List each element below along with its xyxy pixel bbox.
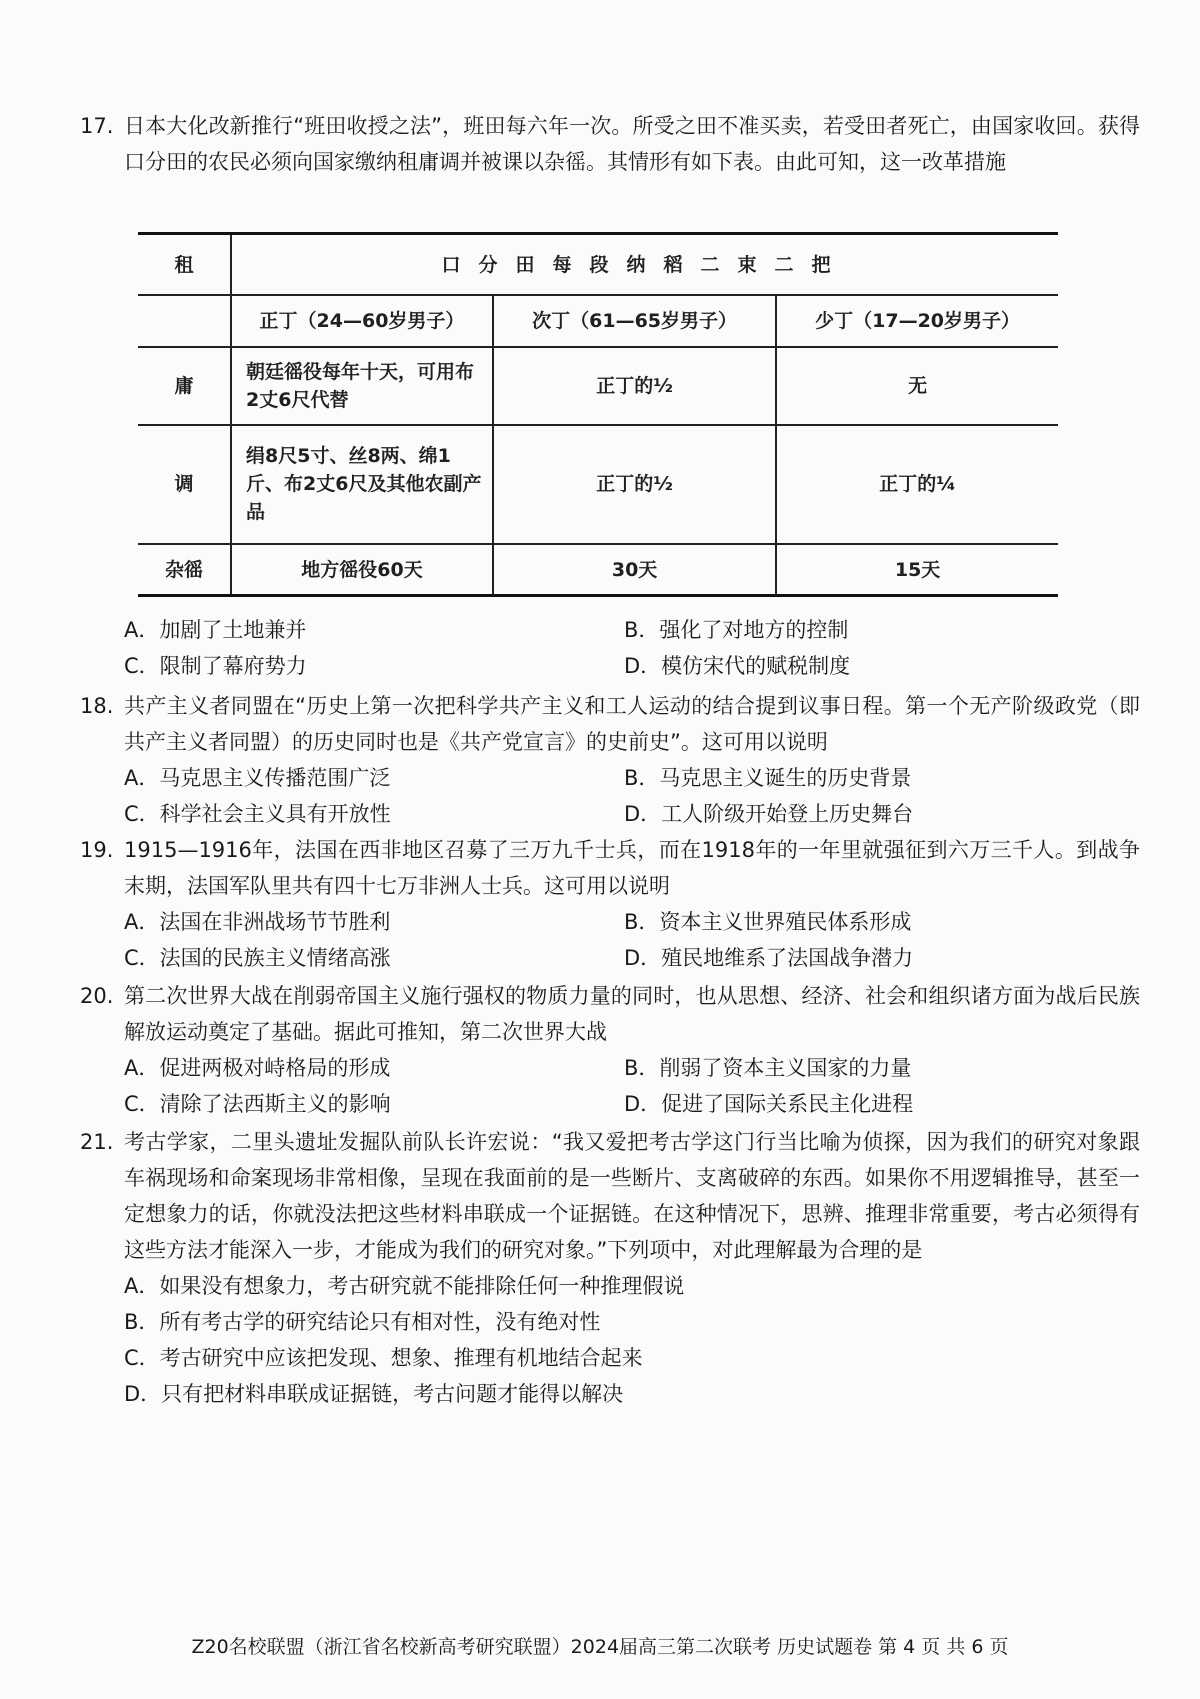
- question-17: [80, 108, 1140, 180]
- zu-content: 口分田每段纳稻二束二把: [231, 234, 1058, 296]
- option-b[interactable]: B．削弱了资本主义国家的力量: [624, 1056, 912, 1080]
- question-stem: 1915—1916年，法国在西非地区召募了三万九千士兵，而在1918年的一年里就强征到六万三千人。到战争末期，法国军队里共有四十七万非洲人士兵。这可用以说明: [124, 838, 1140, 898]
- diao-zhengding: 绢8尺5寸、丝8两、绵1斤、布2丈6尺及其他农副产品: [231, 425, 493, 544]
- question-number: 21.: [80, 1130, 114, 1154]
- option-a[interactable]: A．马克思主义传播范围广泛: [124, 766, 391, 790]
- row-header-diao: 调: [138, 425, 231, 544]
- option-c[interactable]: C．法国的民族主义情绪高涨: [124, 946, 391, 970]
- yong-zhengding: 朝廷徭役每年十天，可用布2丈6尺代替: [231, 347, 493, 425]
- option-b[interactable]: B．马克思主义诞生的历史背景: [624, 766, 912, 790]
- option-d[interactable]: D．殖民地维系了法国战争潜力: [624, 946, 914, 970]
- question-18: [80, 688, 1140, 832]
- option-d[interactable]: D．模仿宋代的赋税制度: [624, 654, 851, 678]
- question-number: 20.: [80, 984, 114, 1008]
- option-a[interactable]: A．法国在非洲战场节节胜利: [124, 910, 391, 934]
- option-d[interactable]: D．促进了国际关系民主化进程: [624, 1092, 914, 1116]
- row-header-zayao: 杂徭: [138, 544, 231, 595]
- question-21: [80, 1124, 1140, 1412]
- empty-header-cell: [138, 295, 231, 346]
- option-a[interactable]: A．促进两极对峙格局的形成: [124, 1056, 391, 1080]
- tax-table: [138, 232, 1058, 597]
- zayao-ciding: 30天: [493, 544, 776, 595]
- option-b[interactable]: B．所有考古学的研究结论只有相对性，没有绝对性: [124, 1310, 601, 1334]
- row-header-yong: 庸: [138, 347, 231, 425]
- option-a[interactable]: A．如果没有想象力，考古研究就不能排除任何一种推理假说: [124, 1274, 685, 1298]
- group-header-zhengding: 正丁（24—60岁男子）: [231, 295, 493, 346]
- diao-ciding: 正丁的½: [493, 425, 776, 544]
- question-stem: 共产主义者同盟在“历史上第一次把科学共产主义和工人运动的结合提到议事日程。第一个无产阶级政党（即共产主义者同盟）的历史同时也是《共产党宣言》的史前史”。这可用以说明: [124, 694, 1140, 754]
- option-d[interactable]: D．只有把材料串联成证据链，考古问题才能得以解决: [124, 1382, 624, 1406]
- option-a[interactable]: A．加剧了土地兼并: [124, 618, 307, 642]
- question-stem: 第二次世界大战在削弱帝国主义施行强权的物质力量的同时，也从思想、经济、社会和组织诸方面为战后民族解放运动奠定了基础。据此可推知，第二次世界大战: [124, 984, 1140, 1044]
- question-19: [80, 832, 1140, 976]
- question-number: 19.: [80, 838, 114, 862]
- option-b[interactable]: B．资本主义世界殖民体系形成: [624, 910, 912, 934]
- group-header-ciding: 次丁（61—65岁男子）: [493, 295, 776, 346]
- question-number: 17.: [80, 114, 114, 138]
- zayao-shaoding: 15天: [776, 544, 1058, 595]
- question-20: [80, 978, 1140, 1122]
- yong-ciding: 正丁的½: [493, 347, 776, 425]
- option-c[interactable]: C．科学社会主义具有开放性: [124, 802, 391, 826]
- zayao-zhengding: 地方徭役60天: [231, 544, 493, 595]
- option-c[interactable]: C．考古研究中应该把发现、想象、推理有机地结合起来: [124, 1346, 643, 1370]
- yong-shaoding: 无: [776, 347, 1058, 425]
- question-number: 18.: [80, 694, 114, 718]
- page-footer: Z20名校联盟（浙江省名校新高考研究联盟）2024届高三第二次联考 历史试题卷 第 4 页 共 6 页: [191, 1636, 1009, 1658]
- group-header-shaoding: 少丁（17—20岁男子）: [776, 295, 1058, 346]
- option-c[interactable]: C．限制了幕府势力: [124, 654, 307, 678]
- question-stem: 考古学家，二里头遗址发掘队前队长许宏说：“我又爱把考古学这门行当比喻为侦探，因为我们的研究对象跟车祸现场和命案现场非常相像，呈现在我面前的是一些断片、支离破碎的东西。如果你不用逻辑推导，甚至一定想象力的话，你就没法把这些材料串联成一个证据链。在这种情况下，思辨、推理非常重要，考古必须得有这些方法才能深入一步，才能成为我们的研究对象。”下列项中，对此理解最为合理的是: [124, 1130, 1140, 1262]
- question-17-options: [80, 612, 1140, 684]
- row-header-zu: 租: [138, 234, 231, 296]
- option-d[interactable]: D．工人阶级开始登上历史舞台: [624, 802, 914, 826]
- option-b[interactable]: B．强化了对地方的控制: [624, 618, 849, 642]
- question-stem: 日本大化改新推行“班田收授之法”，班田每六年一次。所受之田不准买卖，若受田者死亡，由国家收回。获得口分田的农民必须向国家缴纳租庸调并被课以杂徭。其情形有如下表。由此可知，这一改革措施: [124, 114, 1140, 174]
- option-c[interactable]: C．清除了法西斯主义的影响: [124, 1092, 391, 1116]
- diao-shaoding: 正丁的¼: [776, 425, 1058, 544]
